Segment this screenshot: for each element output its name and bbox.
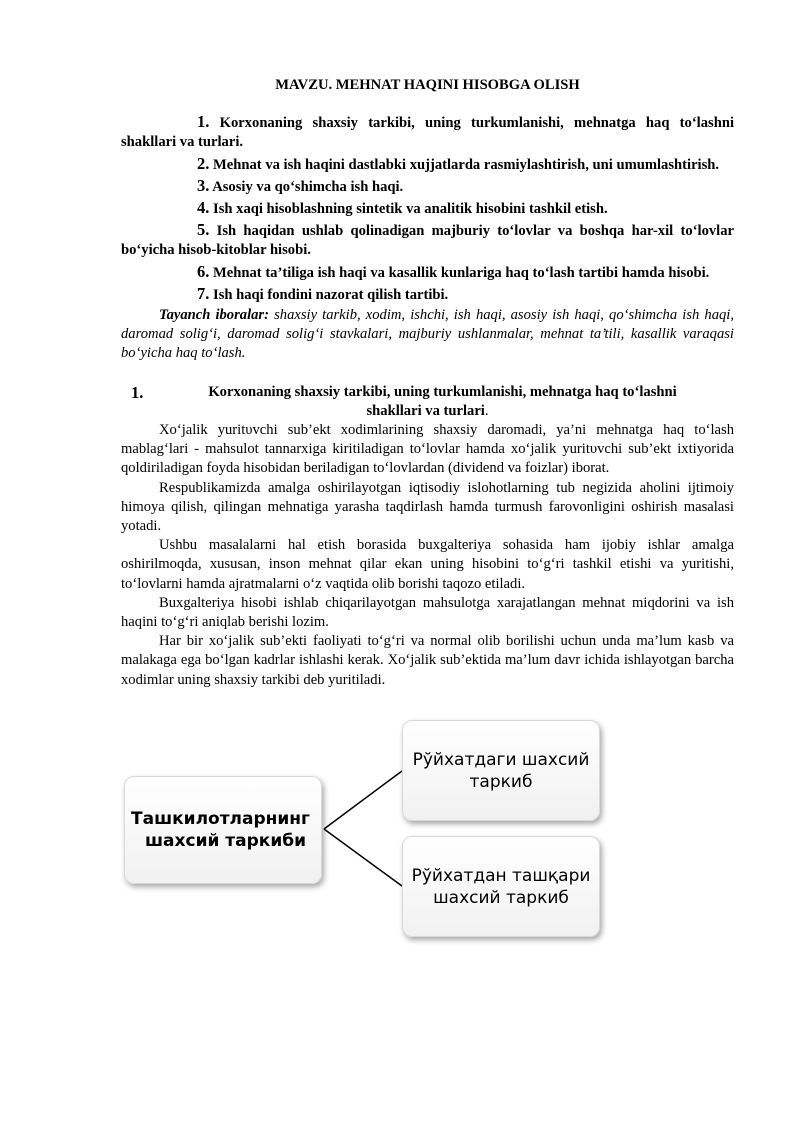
outline-item-5 (121, 220, 734, 260)
section-heading-text: shakllari va turlari (366, 402, 485, 419)
body-paragraph-4: Buxgalteriya hisobi ishlab chiqarilayotgan mahsulotga xarajatlangan mehnat miqdorini va ish haqini to‘g‘ri aniqlab berishi lozim. (121, 594, 734, 631)
diagram-box-organization-staff (124, 776, 322, 884)
diagram-bottom-line-2: шахсий таркиб (433, 887, 569, 908)
outline-text: Mehnat ta’tiliga ish haqi va kasallik kunlariga haq to‘lash tartibi hamda hisobi. (209, 264, 710, 281)
outline-text: Ish xaqi hisoblashning sintetik va analitik hisobini tashkil etish. (209, 201, 608, 218)
outline-number: 1. (197, 112, 210, 132)
diagram-bottom-line-1: Рўйхатдан ташқари (411, 865, 591, 886)
outline-item-4 (121, 198, 734, 219)
outline-item-3 (121, 176, 734, 197)
outline-item-1 (121, 112, 734, 152)
connector-to-top (324, 771, 402, 829)
outline-text: Mehnat va ish haqini dastlabki xujjatlarda rasmiylashtirish, uni umumlashtirish. (209, 156, 720, 173)
outline-item-7 (121, 284, 734, 305)
outline-text: Ish haqi fondini nazorat qilish tartibi. (209, 286, 449, 303)
outline-text: Korxonaning shaxsiy tarkibi, uning turkumlanishi, mehnatga haq to‘lashni shakllari va turlari. (121, 115, 734, 151)
body-paragraph-3: Ushbu masalalarni hal etish borasida buxgalteriya sohasida ham ijobiy ishlar amalga oshirilmoqda, xususan, inson mehnat qilar ekan uning hisobini to‘g‘ri tashkil etishi va yuritishi, to‘lovlarni hamda ajratmalarni o‘z vaqtida olib borishi taqozo etiladi. (121, 537, 734, 592)
outline-number: 3. (197, 175, 210, 195)
outline-number: 4. (197, 198, 210, 218)
body-paragraph-1: Xo‘jalik yuritυvchi sub’ekt xodimlarining shaxsiy daromadi, ya’ni mehnatga haq to‘lash mablag‘lari - mahsulot tannarxiga kiritiladigan to‘lovlar hamda xo‘jalik yuritυvchi sub’ekt ixtiyorida qoldiriladigan foyda hisobidan beriladigan to‘lovlardan (dividend va foizlar) iborat. (121, 422, 734, 477)
outline-number: 7. (197, 283, 210, 303)
document-title: MAVZU. MEHNAT HAQINI HISOBGA OLISH (275, 77, 580, 93)
body-paragraph-5: Har bir xo‘jalik sub’ekti faoliyati to‘g‘ri va normal olib borilishi uchun unda ma’lum kasb va malakaga ega bo‘lgan kadrlar ishlashi kerak. Xo‘jalik sub’ektida ma’lum davr ichida ishlayotgan barcha xodimlar uning shaxsiy tarkibi deb yuritiladi. (121, 633, 734, 688)
outline-item-6 (121, 262, 734, 283)
outline-item-2 (121, 154, 734, 175)
outline-number: 6. (197, 261, 210, 281)
outline-text: Asosiy va qo‘shimcha ish haqi. (209, 178, 404, 195)
section-heading-period: . (484, 402, 489, 419)
section-heading-line-1: Korxonaning shaxsiy tarkibi, uning turkumlanishi, mehnatga haq to‘lashni (208, 383, 677, 400)
keywords-text: shaxsiy tarkib, xodim, ishchi, ish haqi, asosiy ish haqi, qo‘shimcha ish haqi, daromad solig‘i, daromad solig‘i stavkalari, majburiy ushlanmalar, mehnat ta’tili, kasallik varaqasi bo‘yicha haq to‘lash. (121, 307, 734, 362)
body-paragraph-2: Respublikamizda amalga oshirilayotgan iqtisodiy islohotlarning tub negizida aholini ijtimoiy himoya qilish, qilingan mehnatiga yarasha taqdirlash hamda turmush farovonligini oshirish masalasi yotadi. (121, 479, 734, 535)
outline-number: 2. (197, 153, 210, 173)
topic-outline (121, 112, 734, 305)
outline-number: 5. (197, 220, 210, 240)
section-number: 1. (131, 382, 144, 402)
section-1-heading (121, 383, 734, 421)
staff-structure-diagram (120, 716, 610, 986)
document-body (121, 76, 734, 690)
diagram-box-unlisted-staff (402, 836, 600, 937)
keywords-paragraph (121, 306, 734, 364)
outline-text: Ish haqidan ushlab qolinadigan majburiy to‘lovlar va boshqa har-xil to‘lovlar bo‘yicha hisob-kitoblar hisobi. (121, 223, 734, 259)
section-heading-line-2 (121, 402, 734, 421)
diagram-main-line-1: Ташкилотларнинг (131, 809, 310, 829)
keywords-label: Tayanch iboralar: (159, 307, 269, 324)
diagram-main-line-2: шахсий таркиби (145, 831, 307, 851)
diagram-top-line-1: Рўйхатдаги шахсий (412, 749, 590, 770)
connector-to-bottom (324, 829, 402, 886)
diagram-top-line-2: таркиб (469, 771, 533, 792)
diagram-box-listed-staff (402, 720, 600, 821)
